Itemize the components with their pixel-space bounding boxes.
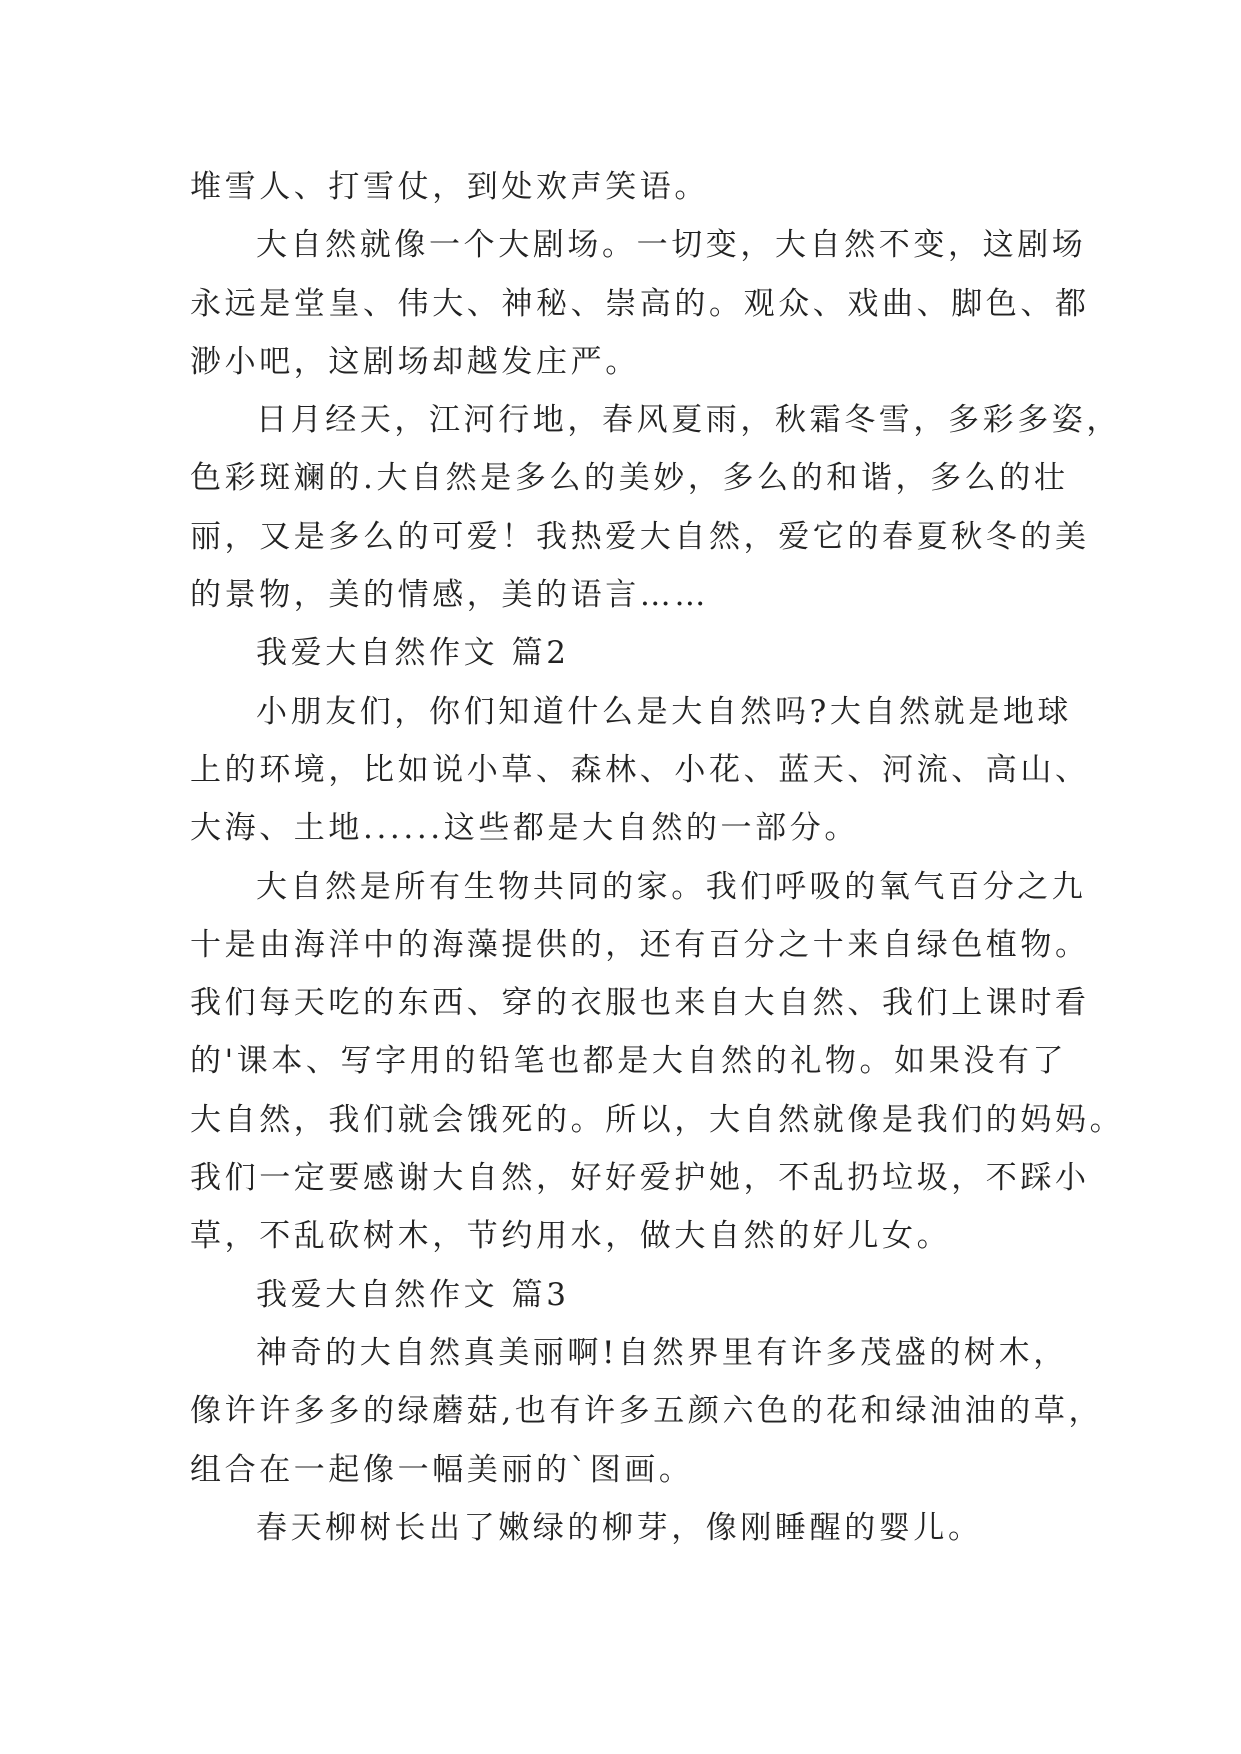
text-line: 春天柳树长出了嫩绿的柳芽，像刚睡醒的婴儿。	[256, 1509, 983, 1546]
text-line: 小朋友们，你们知道什么是大自然吗?大自然就是地球	[256, 693, 1073, 730]
text-line: 色彩斑斓的.大自然是多么的美妙，多么的和谐，多么的壮	[190, 460, 1069, 497]
text-line: 丽，又是多么的可爱！我热爱大自然，爱它的春夏秋冬的美	[190, 518, 1090, 555]
text-line: 大海、土地......这些都是大自然的一部分。	[190, 810, 859, 847]
text-line: 神奇的大自然真美丽啊!自然界里有许多茂盛的树木，	[256, 1334, 1068, 1371]
text-line: 我们每天吃的东西、穿的衣服也来自大自然、我们上课时看	[190, 985, 1090, 1022]
section-heading: 我爱大自然作文 篇2	[256, 635, 570, 672]
text-line: 草，不乱砍树木，节约用水，做大自然的好儿女。	[190, 1218, 952, 1255]
text-line: 我们一定要感谢大自然，好好爱护她，不乱扔垃圾，不踩小	[190, 1160, 1090, 1197]
text-line: 像许许多多的绿蘑菇,也有许多五颜六色的花和绿油油的草，	[190, 1393, 1104, 1430]
text-line: 永远是堂皇、伟大、神秘、崇高的。观众、戏曲、脚色、都	[190, 285, 1090, 322]
text-line: 的景物，美的情感，美的语言……	[190, 577, 709, 614]
document-body	[190, 158, 1125, 1557]
text-line: 组合在一起像一幅美丽的`图画。	[190, 1451, 694, 1488]
text-line: 日月经天，江河行地，春风夏雨，秋霜冬雪，多彩多姿，	[256, 402, 1121, 439]
text-line: 堆雪人、打雪仗，到处欢声笑语。	[190, 169, 709, 205]
text-line: 大自然就像一个大剧场。一切变，大自然不变，这剧场	[256, 227, 1087, 264]
text-line: 的'课本、写字用的铅笔也都是大自然的礼物。如果没有了	[190, 1043, 1068, 1080]
section-heading: 我爱大自然作文 篇3	[256, 1276, 570, 1313]
text-line: 渺小吧，这剧场却越发庄严。	[190, 343, 640, 380]
text-line: 大自然是所有生物共同的家。我们呼吸的氧气百分之九	[256, 868, 1087, 905]
text-line: 上的环境，比如说小草、森林、小花、蓝天、河流、高山、	[190, 751, 1090, 788]
text-line: 十是由海洋中的海藻提供的，还有百分之十来自绿色植物。	[190, 926, 1090, 963]
text-line: 大自然，我们就会饿死的。所以，大自然就像是我们的妈妈。	[190, 1101, 1125, 1138]
